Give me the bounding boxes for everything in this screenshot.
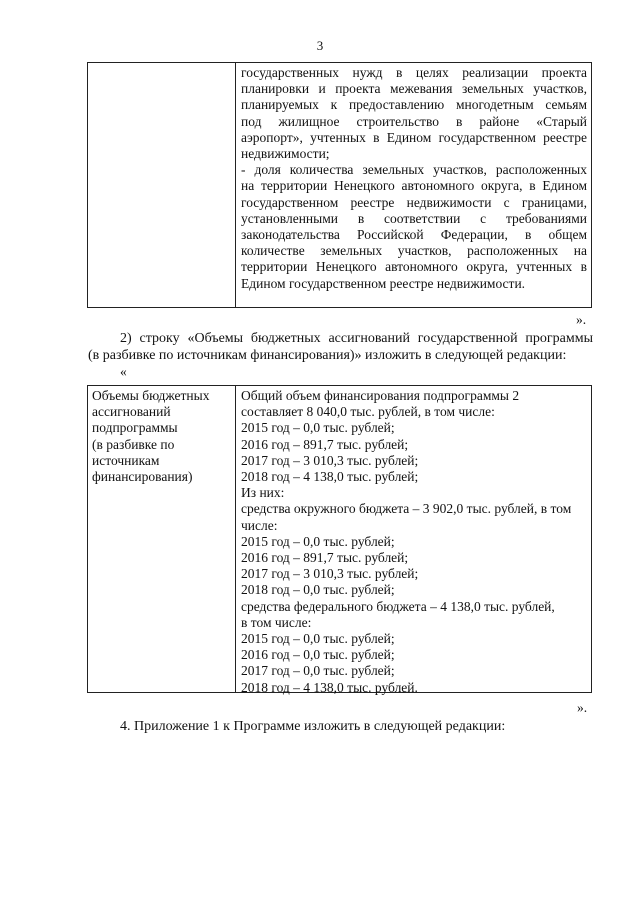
funding-line: 2018 год – 4 138,0 тыс. рублей. (241, 679, 418, 695)
funding-line: 2015 год – 0,0 тыс. рублей; (241, 420, 395, 436)
funding-line: 2015 год – 0,0 тыс. рублей; (241, 533, 395, 549)
funding-table (87, 385, 592, 693)
opening-quote: « (120, 364, 127, 379)
table-continuation (87, 62, 592, 308)
funding-line: 2018 год – 0,0 тыс. рублей; (241, 582, 395, 598)
funding-line: 2015 год – 0,0 тыс. рублей; (241, 631, 395, 647)
funding-line: в том числе: (241, 614, 312, 630)
paragraph-2 (88, 330, 593, 364)
funding-line: Из них: (241, 485, 285, 501)
table-line: законодательства Российской Федерации, в общем (241, 227, 587, 243)
label-line: (в разбивке по (92, 436, 175, 452)
label-line: подпрограммы (92, 420, 178, 436)
funding-line: числе: (241, 517, 278, 533)
table-line: количестве земельных участков, расположенных на (241, 243, 587, 259)
table-right-cell (236, 63, 591, 307)
paragraph-4 (120, 718, 590, 735)
table-line: территории Ненецкого автономного округа, учтенных в (241, 259, 587, 275)
funding-value-cell (236, 386, 591, 695)
funding-line: 2017 год – 3 010,3 тыс. рублей; (241, 452, 419, 468)
closing-quote: ». (576, 312, 587, 327)
table-line: государственных нужд в целях реализации проекта (241, 65, 587, 80)
funding-line: 2016 год – 0,0 тыс. рублей; (241, 647, 395, 663)
label-line: источникам (92, 452, 160, 468)
table-line: под жилищное строительство в районе «Старый (241, 113, 587, 129)
label-line: ассигнований (92, 404, 171, 420)
table-line: аэропорт», учтенных в Едином государственном реестре (241, 129, 587, 145)
funding-line: Общий объем финансирования подпрограммы 2 (241, 388, 520, 403)
funding-line: 2017 год – 3 010,3 тыс. рублей; (241, 566, 419, 582)
table-line: Едином государственном реестре недвижимости. (241, 275, 526, 291)
closing-quote: ». (577, 700, 588, 715)
table-left-cell-empty (88, 63, 236, 307)
funding-line: 2016 год – 891,7 тыс. рублей; (241, 436, 409, 452)
table-line: на территории Ненецкого автономного округа, в Едином (241, 178, 587, 194)
table-line: - доля количества земельных участков, расположенных (241, 162, 587, 178)
funding-line: составляет 8 040,0 тыс. рублей, в том числе: (241, 404, 495, 420)
page-number: 3 (316, 38, 324, 53)
paragraph-line: (в разбивке по источникам финансирования)» изложить в следующей редакции: (88, 348, 567, 363)
funding-line: средства федерального бюджета – 4 138,0 тыс. рублей, (241, 598, 555, 614)
funding-line: 2017 год – 0,0 тыс. рублей; (241, 663, 395, 679)
table-line: государственном реестре недвижимости с границами, (241, 194, 587, 210)
funding-line: средства окружного бюджета – 3 902,0 тыс. рублей, в том (241, 501, 572, 517)
table-line: недвижимости; (241, 146, 330, 162)
funding-line: 2016 год – 891,7 тыс. рублей; (241, 550, 409, 566)
table-line: установленными в соответствии с требованиями (241, 210, 587, 226)
table-line: планируемых к предоставлению многодетным семьям (241, 97, 587, 113)
paragraph-line: 2) строку «Объемы бюджетных ассигнований государственной программы (120, 331, 593, 346)
funding-line: 2018 год – 4 138,0 тыс. рублей; (241, 469, 419, 485)
funding-label-cell (88, 386, 236, 692)
table-line: планировки и проекта межевания земельных участков, (241, 81, 587, 97)
label-line: финансирования) (92, 469, 193, 485)
label-line: Объемы бюджетных (92, 388, 210, 403)
paragraph-line: 4. Приложение 1 к Программе изложить в следующей редакции: (120, 719, 506, 734)
